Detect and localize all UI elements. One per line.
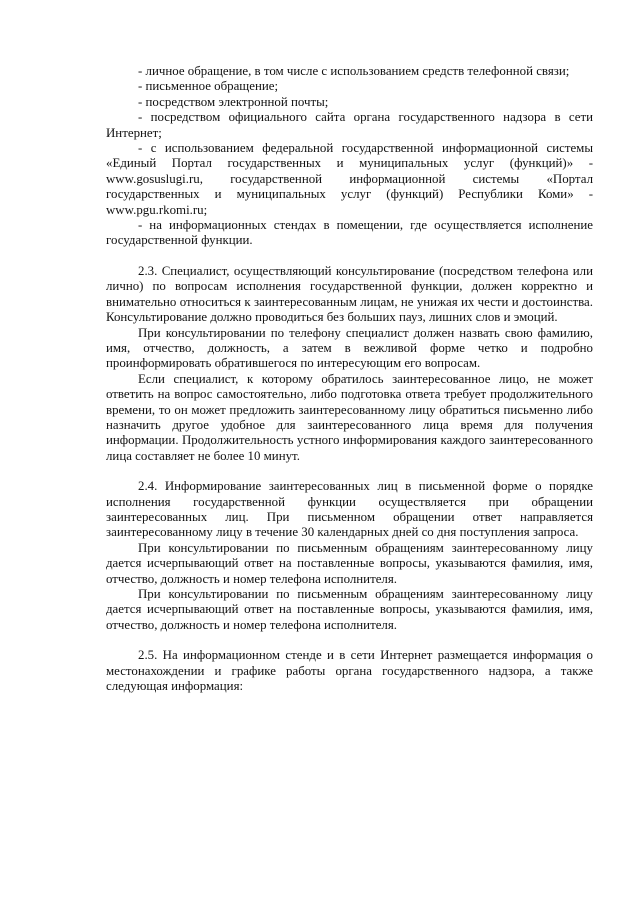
section-2-5 (106, 648, 593, 694)
list-item: - письменное обращение; (138, 79, 279, 94)
list-item: - с использованием федеральной государственной информационной системы «Единый Портал государственных и муниципальных услуг (функций)» - www.gosuslugi.ru, государственной информационной системы «Портал государственных и муниципальных услуг (функций) Республики Коми» - www.pgu.rkomi.ru; (106, 141, 593, 217)
paragraph: При консультировании по телефону специалист должен назвать свою фамилию, имя, отчество, должность, а затем в вежливой форме четко и подробно проинформировать обратившегося по интересующим его вопросам. (106, 325, 593, 371)
section-2-3 (106, 264, 593, 464)
paragraph: При консультировании по письменным обращениям заинтересованному лицу дается исчерпывающий ответ на поставленные вопросы, указываются фамилия, имя, отчество, должность и номер телефона исполнителя. (106, 540, 593, 586)
paragraph: Если специалист, к которому обратилось заинтересованное лицо, не может ответить на вопрос самостоятельно, либо подготовка ответа требует продолжительного времени, то он может предложить заинтересованному лицу обратиться письменно либо назначить другое удобное для заинтересованного лица время для получения информации. Продолжительность устного информирования каждого заинтересованного лица составляет не более 10 минут. (106, 371, 593, 463)
list-item: - посредством электронной почты; (138, 94, 329, 109)
paragraph: 2.4. Информирование заинтересованных лиц в письменной форме о порядке исполнения государственной функции осуществляется при обращении заинтересованных лиц. При письменном обращении ответ направляется заинтересованному лицу в течение 30 календарных дней со дня поступления запроса. (106, 479, 593, 540)
section-2-4 (106, 479, 593, 633)
document-body (106, 64, 593, 694)
list-item: - посредством официального сайта органа государственного надзора в сети Интернет; (106, 110, 593, 140)
paragraph: 2.3. Специалист, осуществляющий консультирование (посредством телефона или лично) по вопросам исполнения государственной функции, должен корректно и внимательно относиться к заинтересованным лицам, не унижая их чести и достоинства. Консультирование должно проводиться без больших пауз, лишних слов и эмоций. (106, 263, 593, 325)
list-item: - личное обращение, в том числе с использованием средств телефонной связи; (138, 64, 570, 78)
paragraph: При консультировании по письменным обращениям заинтересованному лицу дается исчерпывающий ответ на поставленные вопросы, указываются фамилия, имя, отчество, должность и номер телефона исполнителя. (106, 587, 593, 632)
information-methods-list (106, 64, 593, 249)
list-item: - на информационных стендах в помещении, где осуществляется исполнение государственной функции. (106, 218, 593, 248)
paragraph: 2.5. На информационном стенде и в сети Интернет размещается информация о местонахождении и графике работы органа государственного надзора, а также следующая информация: (106, 648, 593, 694)
